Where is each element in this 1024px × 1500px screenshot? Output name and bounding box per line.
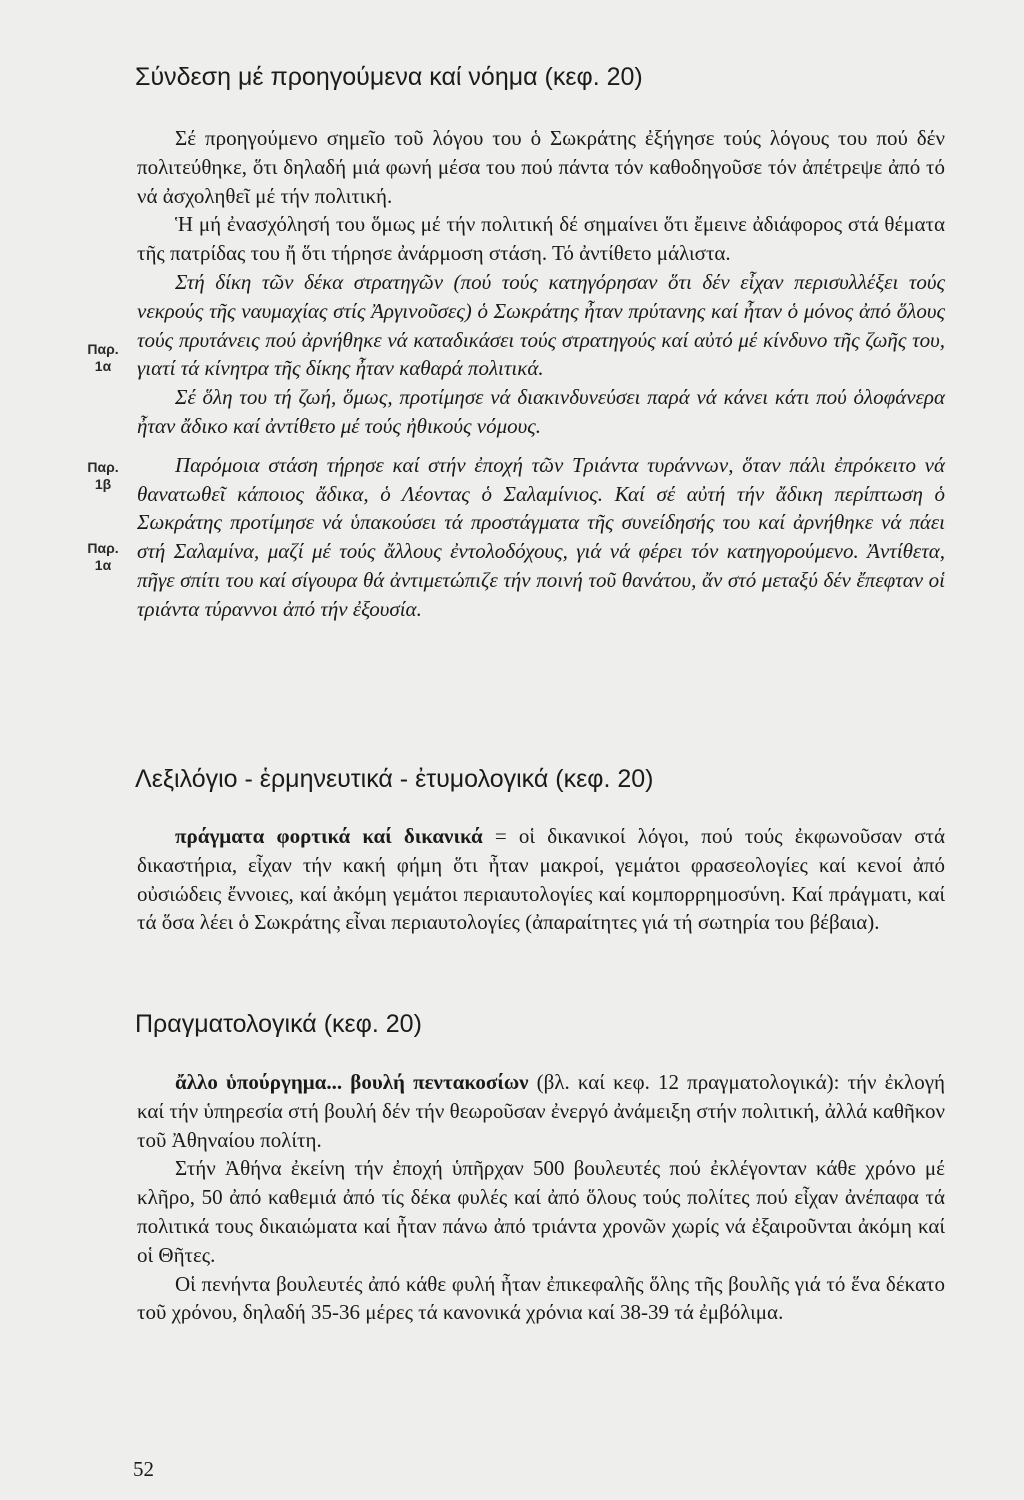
margin-note: Παρ. 1β bbox=[87, 459, 119, 492]
realia-definition: (βλ. καί κεφ. 12 πραγματολογικά): τήν ἐκλογή καί τήν ὑπηρεσία στή βουλή δέν τήν θεωροῦσαν ἐνεργό ἀνάμειξη στήν πολιτική, ἀλλά καθῆκον τοῦ Ἀθηναίου πολίτη. bbox=[137, 1070, 945, 1152]
paragraph: Στή δίκη τῶν δέκα στρατηγῶν (πού τούς κατηγόρησαν ὅτι δέν εἶχαν περισυλλέξει τούς νεκρούς τῆς ναυμαχίας στίς Ἀργινοῦσες) ὁ Σωκράτης ἦταν πρύτανης καί ἦταν ὁ μόνος ἀπό ὅλους τούς πρυτάνεις πού ἀρνήθηκε νά καταδικάσει τούς στρατηγούς καί αὐτό μέ κίνδυνο τῆς ζωῆς του, γιατί τά κίνητρα τῆς δίκης ἦταν καθαρά πολιτικά. bbox=[137, 269, 945, 381]
vocabulary-term: πράγματα φορτικά καί δικανικά bbox=[175, 824, 483, 848]
realia-term: ἄλλο ὑπούργημα... βουλή πεντακοσίων bbox=[175, 1070, 529, 1094]
page-number: 52 bbox=[133, 1457, 154, 1481]
section-connection-body bbox=[137, 124, 945, 624]
margin-note: Παρ. 1α bbox=[87, 540, 119, 573]
section-vocabulary-body bbox=[137, 822, 945, 937]
section-realia-body bbox=[137, 1068, 945, 1327]
paragraph bbox=[137, 1068, 945, 1154]
section-heading-vocabulary: Λεξιλόγιο - ἑρμηνευτικά - ἐτυμολογικά (κεφ. 20) bbox=[135, 765, 654, 793]
section-heading-connection: Σύνδεση μέ προηγούμενα καί νόημα (κεφ. 20) bbox=[135, 63, 643, 91]
paragraph: Στήν Ἀθήνα ἐκείνη τήν ἐποχή ὑπῆρχαν 500 βουλευτές πού ἐκλέγονταν κάθε χρόνο μέ κλῆρο, 50 ἀπό καθεμιά ἀπό τίς δέκα φυλές καί ἀπό ὅλους τούς πολίτες πού εἶχαν ἀνέπαφα τά πολιτικά τους δικαιώματα καί ἦταν πάνω ἀπό τριάντα χρονῶν χωρίς νά ἐξαιροῦνται ἀκόμη καί οἱ Θῆτες. bbox=[137, 1156, 945, 1267]
paragraph: Σέ ὅλη του τή ζωή, ὅμως, προτίμησε νά διακινδυνεύσει παρά νά κάνει κάτι πού ὁλοφάνερα ἦταν ἄδικο καί ἀντίθετο μέ τούς ἠθικούς νόμους. bbox=[137, 385, 945, 438]
vocabulary-definition: = οἱ δικανικοί λόγοι, πού τούς ἐκφωνοῦσαν στά δικαστήρια, εἶχαν τήν κακή φήμη ὅτι ἦταν μακροί, γεμάτοι φρασεολογίες καί κενοί ἀπό οὐσιώδεις ἔννοιες, καί ἀκόμη γεμάτοι περιαυτολογίες καί κομπορρημοσύνη. Καί πράγματι, καί τά ὅσα λέει ὁ Σωκράτης εἶναι περιαυτολογίες (ἀπαραίτητες γιά τή σωτηρία του βέβαια). bbox=[137, 824, 945, 935]
paragraph: Ἡ μή ἐνασχόλησή του ὅμως μέ τήν πολιτική δέ σημαίνει ὅτι ἔμεινε ἀδιάφορος στά θέματα τῆς πατρίδας του ἤ ὅτι τήρησε ἀνάρμοση στάση. Τό ἀντίθετο μάλιστα. bbox=[137, 212, 945, 266]
paragraph: Οἱ πενήντα βουλευτές ἀπό κάθε φυλή ἦταν ἐπικεφαλῆς ὅλης τῆς βουλῆς γιά τό ἕνα δέκατο τοῦ χρόνου, δηλαδή 35-36 μέρες τά κανονικά χρόνια καί 38-39 τά ἐμβόλιμα. bbox=[137, 1271, 945, 1325]
paragraph: Σέ προηγούμενο σημεῖο τοῦ λόγου του ὁ Σωκράτης ἐξήγησε τούς λόγους του πού δέν πολιτεύθηκε, ὅτι δηλαδή μιά φωνή μέσα του πού πάντα τόν καθοδηγοῦσε τόν ἀπέτρεψε ἀπό τό νά ἀσχοληθεῖ μέ τήν πολιτική. bbox=[137, 126, 945, 208]
paragraph bbox=[137, 822, 945, 937]
paragraph: Παρόμοια στάση τήρησε καί στήν ἐποχή τῶν Τριάντα τυράννων, ὅταν πάλι ἐπρόκειτο νά θανατωθεῖ κάποιος ἄδικα, ὁ Λέοντας ὁ Σαλαμίνιος. Καί σέ αὐτή τήν ἄδικη περίπτωση ὁ Σωκράτης προτίμησε νά ὑπακούσει τά προστάγματα τῆς συνείδησής του καί ἀρνήθηκε νά πάει στή Σαλαμίνα, μαζί μέ τούς ἄλλους ἐντολοδόχους, γιά νά φέρει τόν κατηγορούμενο. Ἀντίθετα, πῆγε σπίτι του καί σίγουρα θά ἀντιμετώπιζε τήν ποινή τοῦ θανάτου, ἄν στό μεταξύ δέν ἔπεφταν οἱ τριάντα τύραννοι ἀπό τήν ἐξουσία. bbox=[137, 452, 945, 621]
margin-note: Παρ. 1α bbox=[87, 341, 119, 374]
section-heading-realia: Πραγματολογικά (κεφ. 20) bbox=[135, 1010, 422, 1038]
